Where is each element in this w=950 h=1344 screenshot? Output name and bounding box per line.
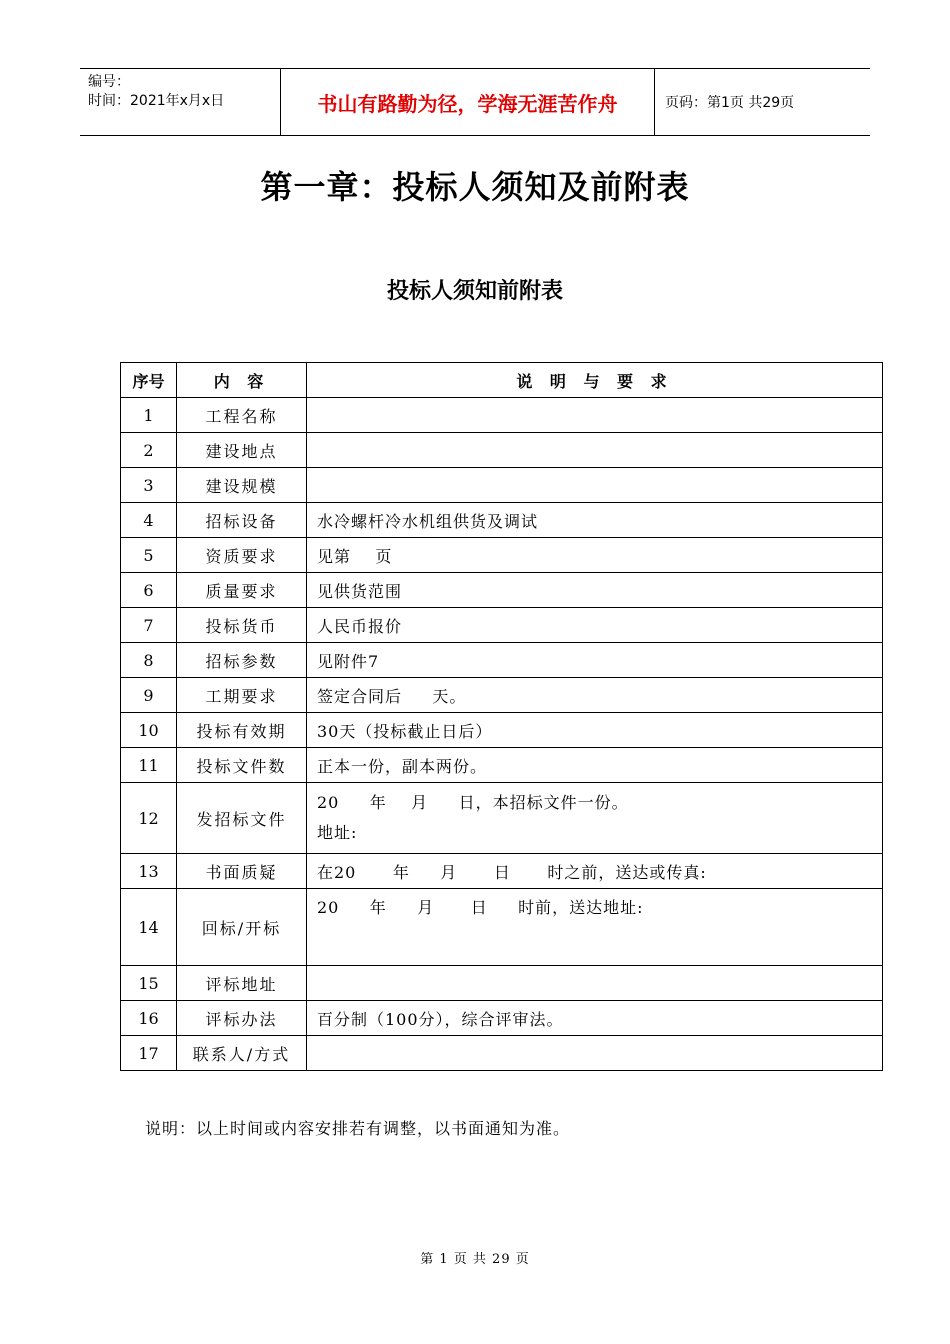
row-no: 8: [121, 643, 177, 678]
table-row: [121, 608, 883, 643]
row-no: 3: [121, 468, 177, 503]
row-item: 招标设备: [177, 503, 307, 538]
table-row: [121, 1036, 883, 1071]
row-item: 建设地点: [177, 433, 307, 468]
row-item: 投标货币: [177, 608, 307, 643]
row-desc: 签定合同后 天。: [307, 678, 883, 713]
row-no: 2: [121, 433, 177, 468]
row-desc: [307, 966, 883, 1001]
table-row: [121, 678, 883, 713]
header-time: 时间：2021年x月x日: [88, 93, 225, 109]
col-header-no: 序号: [121, 363, 177, 398]
page-footer: 第 1 页 共 29 页: [420, 1252, 530, 1267]
table-row: [121, 1001, 883, 1036]
row-no: 11: [121, 748, 177, 783]
row-desc: [307, 468, 883, 503]
row-desc: 百分制（100分），综合评审法。: [307, 1001, 883, 1036]
row-no: 9: [121, 678, 177, 713]
table-row: [121, 643, 883, 678]
row-desc: 见供货范围: [307, 573, 883, 608]
page-header: [80, 68, 870, 136]
header-motto: 书山有路勤为径，学海无涯苦作舟: [281, 69, 655, 135]
row-desc: 正本一份，副本两份。: [307, 748, 883, 783]
row-item: 联系人/方式: [177, 1036, 307, 1071]
table-row: [121, 468, 883, 503]
row-item: 书面质疑: [177, 854, 307, 889]
table-row: [121, 538, 883, 573]
row-desc: 在20 年 月 日 时之前，送达或传真:: [307, 854, 883, 889]
row-desc: 人民币报价: [307, 608, 883, 643]
table-row: [121, 889, 883, 966]
row-item: 质量要求: [177, 573, 307, 608]
table-title: 投标人须知前附表: [386, 279, 563, 304]
row-item: 招标参数: [177, 643, 307, 678]
row-item: 资质要求: [177, 538, 307, 573]
table-row: [121, 433, 883, 468]
row-no: 6: [121, 573, 177, 608]
row-desc: [307, 1036, 883, 1071]
row-item: 评标地址: [177, 966, 307, 1001]
row-item: 投标有效期: [177, 713, 307, 748]
row-no: 15: [121, 966, 177, 1001]
table-note: 说明：以上时间或内容安排若有调整，以书面通知为准。: [145, 1119, 571, 1138]
row-desc: 水冷螺杆冷水机组供货及调试: [307, 503, 883, 538]
row-desc: [307, 433, 883, 468]
requirements-table: [120, 362, 883, 1071]
row-item: 工期要求: [177, 678, 307, 713]
row-desc: 20 年 月 日，本招标文件一份。 地址:: [307, 783, 883, 854]
row-no: 7: [121, 608, 177, 643]
row-no: 17: [121, 1036, 177, 1071]
row-no: 5: [121, 538, 177, 573]
row-item: 回标/开标: [177, 889, 307, 966]
table-row: [121, 854, 883, 889]
row-desc: 20 年 月 日 时前，送达地址:: [307, 889, 883, 966]
row-desc: 30天（投标截止日后）: [307, 713, 883, 748]
row-no: 12: [121, 783, 177, 854]
table-row: [121, 748, 883, 783]
table-row: [121, 966, 883, 1001]
row-item: 评标办法: [177, 1001, 307, 1036]
table-row: [121, 398, 883, 433]
row-item: 建设规模: [177, 468, 307, 503]
row-no: 1: [121, 398, 177, 433]
row-no: 16: [121, 1001, 177, 1036]
table-row: [121, 573, 883, 608]
row-item: 投标文件数: [177, 748, 307, 783]
row-desc: 见第 页: [307, 538, 883, 573]
row-desc: 见附件7: [307, 643, 883, 678]
table-row: [121, 713, 883, 748]
row-item: 工程名称: [177, 398, 307, 433]
row-no: 10: [121, 713, 177, 748]
col-header-desc: 说 明 与 要 求: [307, 363, 883, 398]
table-header-row: [121, 363, 883, 398]
chapter-title: 第一章：投标人须知及前附表: [260, 168, 690, 206]
col-header-item: 内 容: [177, 363, 307, 398]
header-page-info: 页码：第1页 共29页: [665, 95, 795, 111]
row-no: 14: [121, 889, 177, 966]
row-desc: [307, 398, 883, 433]
header-number: 编号：: [88, 74, 130, 90]
row-no: 13: [121, 854, 177, 889]
header-meta: [80, 69, 281, 135]
row-no: 4: [121, 503, 177, 538]
table-row: [121, 783, 883, 854]
table-row: [121, 503, 883, 538]
row-item: 发招标文件: [177, 783, 307, 854]
